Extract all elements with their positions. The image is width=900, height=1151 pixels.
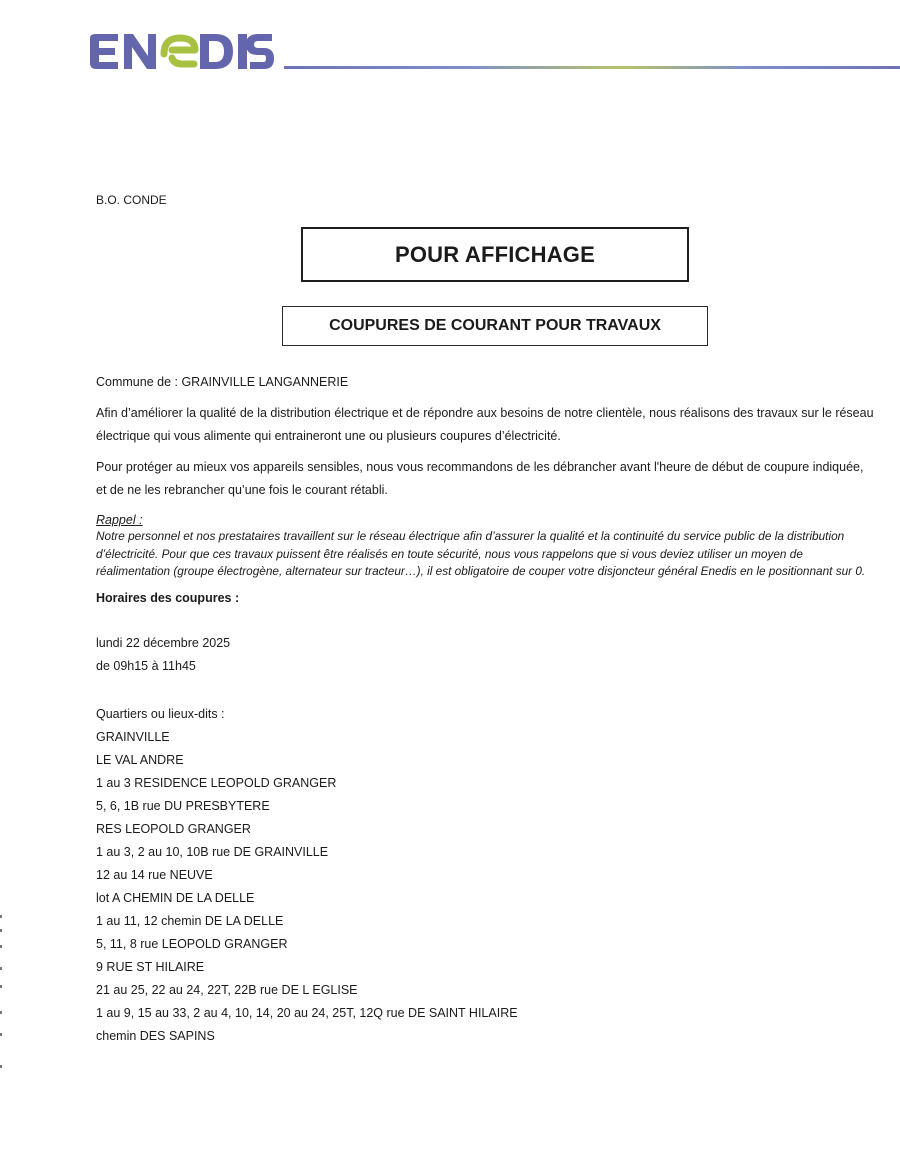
schedule-title: Horaires des coupures : (96, 590, 240, 605)
notice-body (96, 371, 876, 1048)
scan-margin-marks (0, 915, 4, 1075)
location-item: chemin DES SAPINS (96, 1028, 215, 1043)
reminder-title-text: Rappel (96, 513, 136, 527)
outage-time: de 09h15 à 11h45 (96, 658, 196, 673)
locations-list (96, 703, 876, 1048)
location-item: 1 au 9, 15 au 33, 2 au 4, 10, 14, 20 au 24, 25T, 12Q rue DE SAINT HILAIRE (96, 1005, 518, 1020)
location-item: 1 au 3, 2 au 10, 10B rue DE GRAINVILLE (96, 844, 329, 859)
notice-title-box (301, 227, 689, 282)
intro-paragraph: Afin d’améliorer la qualité de la distribution électrique et de répondre aux besoins de notre clientèle, nous réalisons des travaux sur le réseau électrique qui vous alimente qui entraineront une ou plusieurs coupures d’électricité. (96, 406, 874, 443)
sender-office: B.O. CONDE (96, 193, 167, 207)
outage-date: lundi 22 décembre 2025 (96, 635, 231, 650)
location-item: LE VAL ANDRE (96, 752, 184, 767)
notice-title: POUR AFFICHAGE (395, 241, 595, 267)
location-item: 12 au 14 rue NEUVE (96, 867, 213, 882)
advice-paragraph: Pour protéger au mieux vos appareils sensibles, nous vous recommandons de les débrancher avant l'heure de début de coupure indiquée, et de ne les rebrancher qu’une fois le courant rétabli. (96, 460, 864, 497)
notice-subtitle-box (282, 306, 708, 346)
location-item: RES LEOPOLD GRANGER (96, 821, 251, 836)
reminder-title: Rappel : (96, 513, 143, 527)
location-item: 21 au 25, 22 au 24, 22T, 22B rue DE L EGLISE (96, 982, 358, 997)
locations-title: Quartiers ou lieux-dits : (96, 706, 225, 721)
location-item: 1 au 3 RESIDENCE LEOPOLD GRANGER (96, 775, 337, 790)
notice-subtitle: COUPURES DE COURANT POUR TRAVAUX (329, 317, 661, 334)
enedis-logo (88, 32, 274, 76)
location-item: 1 au 11, 12 chemin DE LA DELLE (96, 913, 284, 928)
location-item: 5, 11, 8 rue LEOPOLD GRANGER (96, 936, 288, 951)
reminder-text: Notre personnel et nos prestataires travaillent sur le réseau électrique afin d’assurer la qualité et la continuité du service public de la distribution d’électricité. Pour que ces travaux puissent être réalisés en toute sécurité, nous vous rappelons que si vous deviez utiliser un moyen de réalimentation (groupe électrogène, alternateur sur tracteur…), il est obligatoire de couper votre disjoncteur général Enedis en le positionnant sur 0. (96, 529, 866, 578)
schedule-block (96, 632, 876, 678)
letterhead (88, 32, 900, 76)
location-item: lot A CHEMIN DE LA DELLE (96, 890, 255, 905)
location-item: GRAINVILLE (96, 729, 170, 744)
location-item: 5, 6, 1B rue DU PRESBYTERE (96, 798, 270, 813)
location-item: 9 RUE ST HILAIRE (96, 959, 205, 974)
header-rule (284, 66, 900, 69)
commune-line: Commune de : GRAINVILLE LANGANNERIE (96, 375, 349, 389)
